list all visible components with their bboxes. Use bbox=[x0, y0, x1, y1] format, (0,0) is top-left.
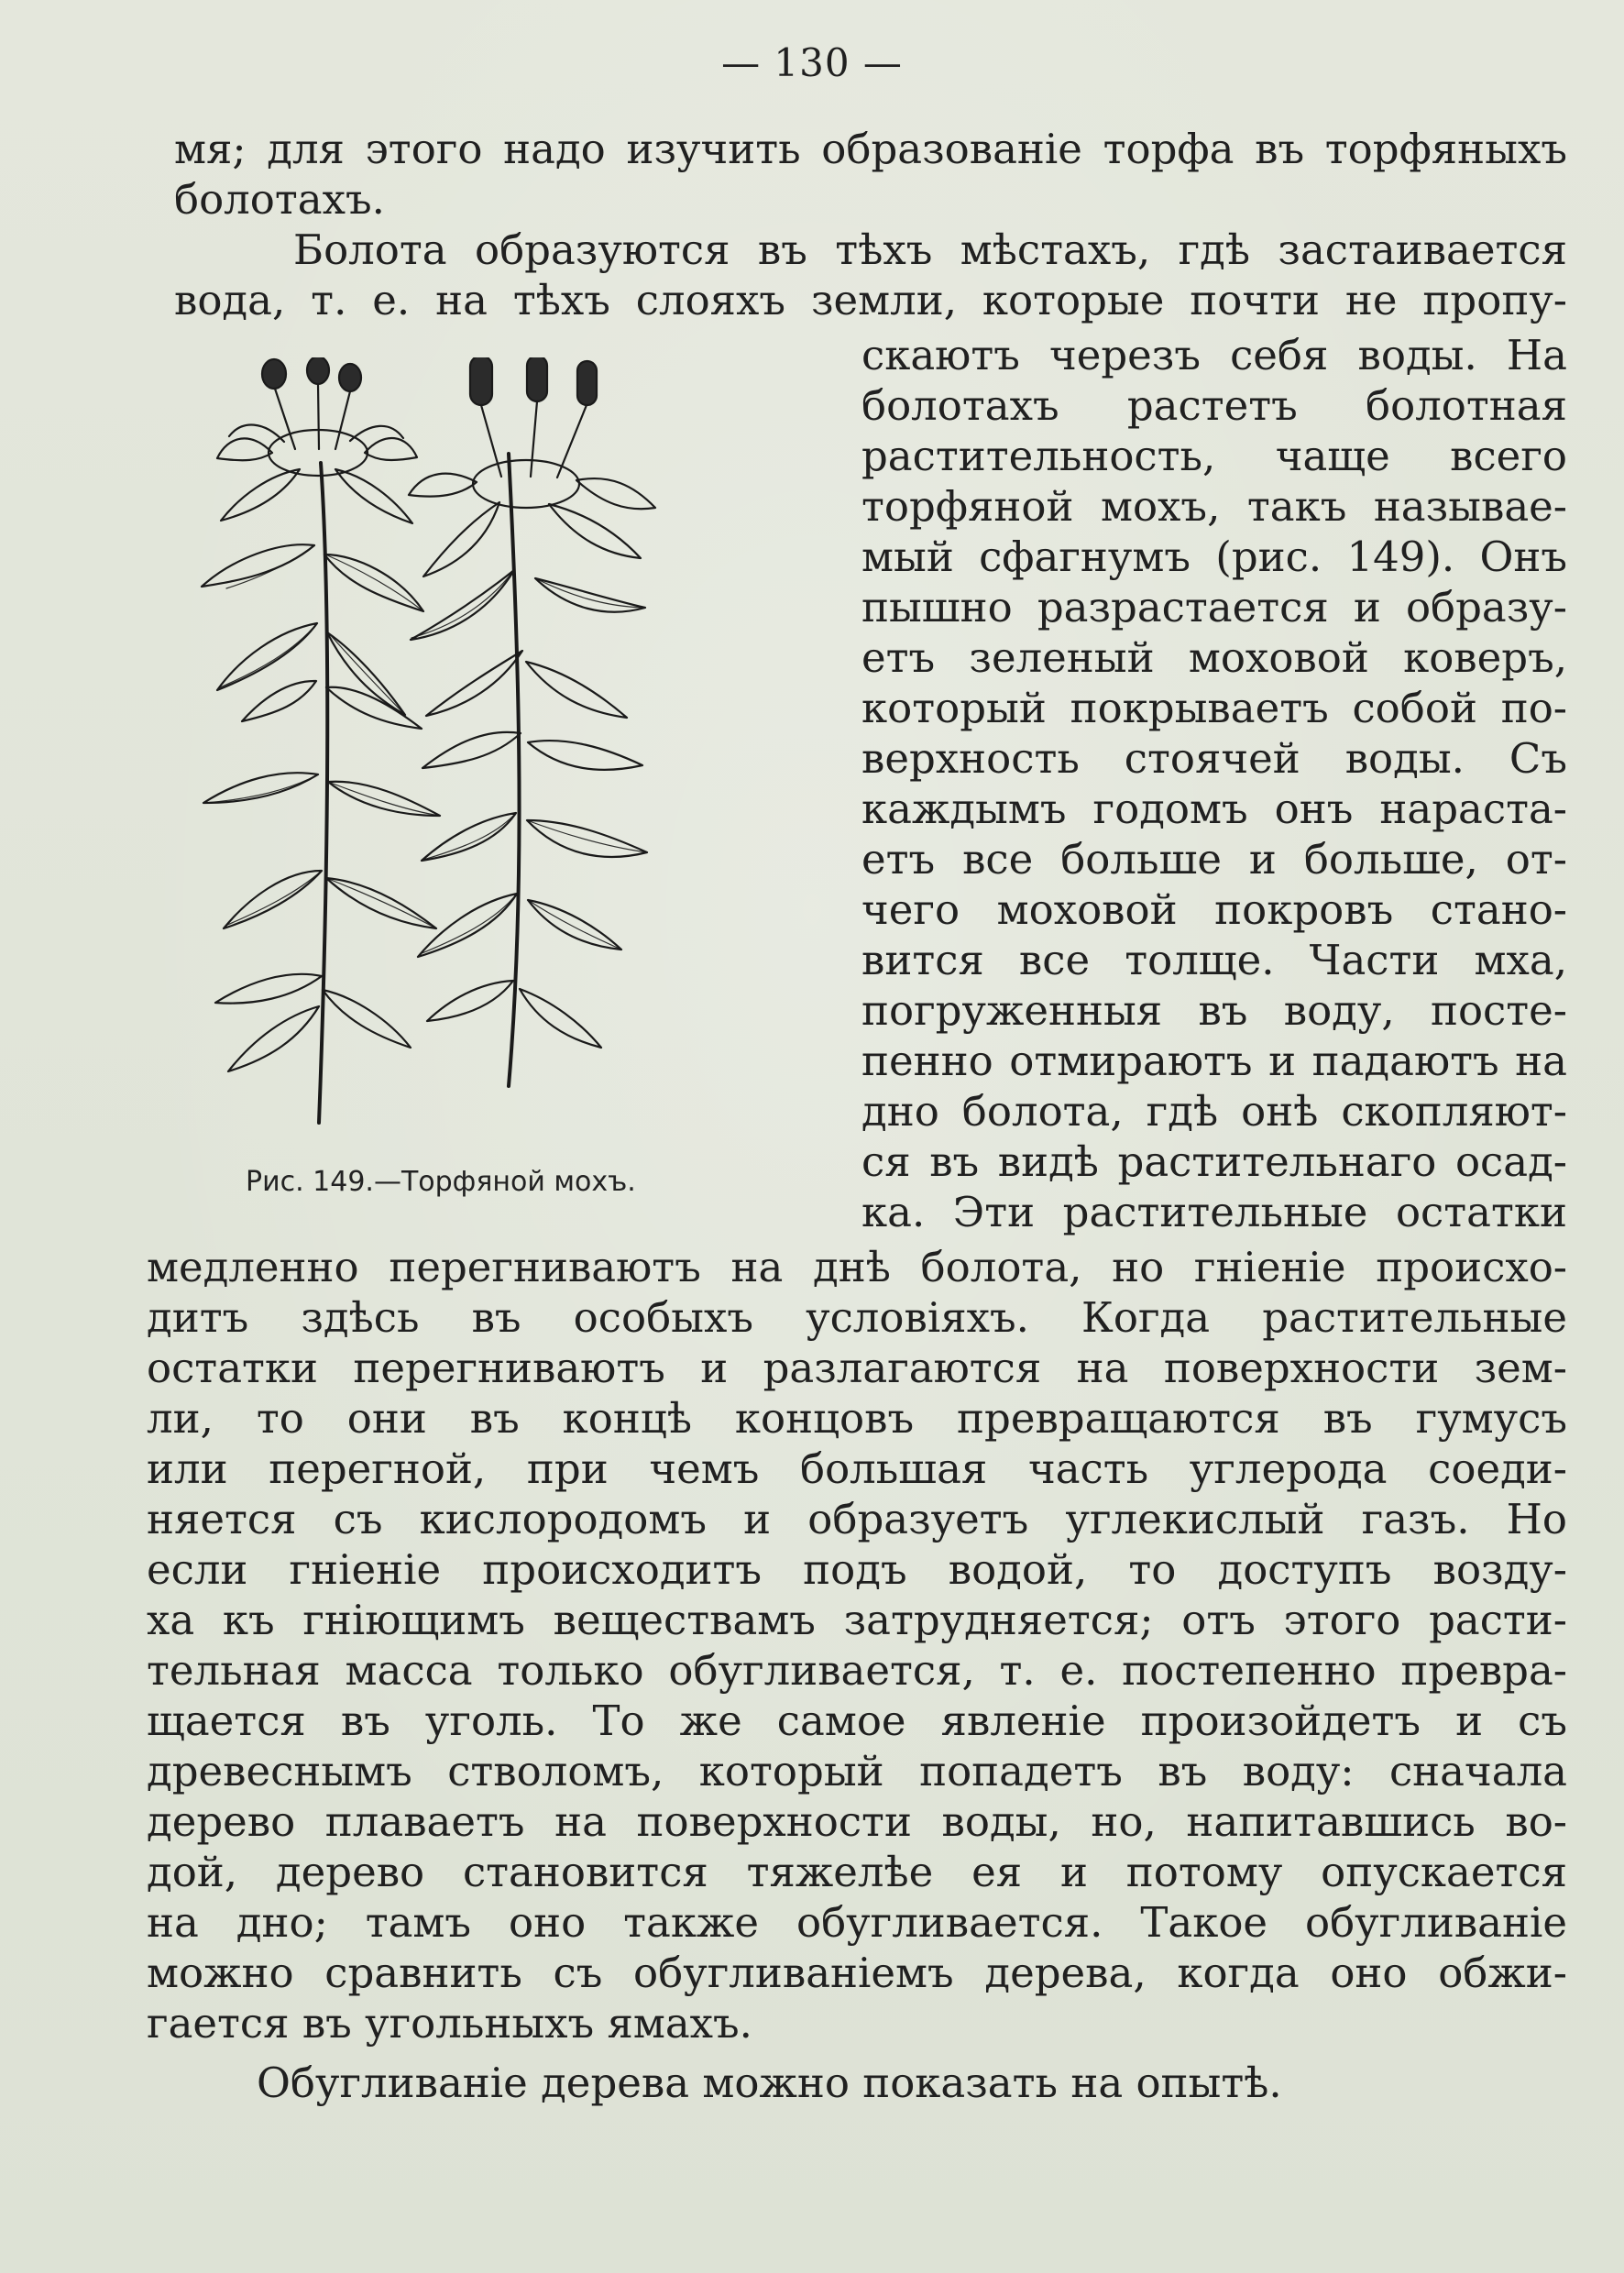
sphagnum-illustration bbox=[192, 357, 807, 1146]
text-line: или перегной, при чемъ большая часть углерода соеди- bbox=[147, 1444, 1567, 1493]
text-line: ся въ видѣ растительнаго осад- bbox=[861, 1137, 1567, 1186]
text-line: болотахъ. bbox=[174, 175, 385, 224]
text-line: медленно перегниваютъ на днѣ болота, но гніеніе происхо- bbox=[147, 1243, 1567, 1291]
text-line: если гніеніе происходитъ подъ водой, то доступъ возду- bbox=[147, 1545, 1567, 1594]
text-line: погруженныя въ воду, посте- bbox=[861, 986, 1567, 1035]
text-line: торфяной мохъ, такъ называе- bbox=[861, 482, 1567, 531]
text-line: пышно разрастается и образу- bbox=[861, 583, 1567, 631]
text-line: вода, т. е. на тѣхъ слояхъ земли, которые почти не пропу- bbox=[174, 276, 1567, 324]
text-line: Обугливаніе дерева можно показать на опытѣ. bbox=[257, 2059, 1282, 2107]
text-line: остатки перегниваютъ и разлагаются на поверхности зем- bbox=[147, 1344, 1567, 1392]
text-line: дерево плаваетъ на поверхности воды, но, напитавшись во- bbox=[147, 1797, 1567, 1846]
text-line: каждымъ годомъ онъ нараста- bbox=[861, 785, 1567, 833]
text-line: ли, то они въ концѣ концовъ превращаются въ гумусъ bbox=[147, 1394, 1567, 1443]
text-line: етъ зеленый моховой коверъ, bbox=[861, 633, 1567, 682]
text-line: тельная масса только обугливается, т. е. постепенно превра- bbox=[147, 1646, 1567, 1695]
text-line: дой, дерево становится тяжелѣе ея и потому опускается bbox=[147, 1848, 1567, 1896]
text-line: мя; для этого надо изучить образованіе торфа въ торфяныхъ bbox=[174, 125, 1567, 173]
text-line: верхность стоячей воды. Съ bbox=[861, 734, 1567, 783]
text-line: чего моховой покровъ стано- bbox=[861, 885, 1567, 934]
paragraph-start-line: Болота образуются въ тѣхъ мѣстахъ, гдѣ застаивается bbox=[293, 225, 1567, 274]
text-line: ха къ гніющимъ веществамъ затрудняется; отъ этого расти- bbox=[147, 1596, 1567, 1644]
text-line: который покрываетъ собой по- bbox=[861, 684, 1567, 732]
text-line: мый сфагнумъ (рис. 149). Онъ bbox=[861, 533, 1567, 581]
figure-caption: Рис. 149.—Торфяной мохъ. bbox=[246, 1166, 636, 1198]
text-line: дитъ здѣсь въ особыхъ условіяхъ. Когда растительные bbox=[147, 1293, 1567, 1342]
text-line: болотахъ растетъ болотная bbox=[861, 381, 1567, 430]
text-line: на дно; тамъ оно также обугливается. Такое обугливаніе bbox=[147, 1898, 1567, 1947]
text-line: древеснымъ стволомъ, который попадетъ въ воду: сначала bbox=[147, 1747, 1567, 1795]
text-line: щается въ уголь. То же самое явленіе произойдетъ и съ bbox=[147, 1697, 1567, 1745]
text-line: можно сравнить съ обугливаніемъ дерева, когда оно обжи- bbox=[147, 1949, 1567, 1997]
text-line: вится все толще. Части мха, bbox=[861, 936, 1567, 984]
text-line: ка. Эти растительные остатки bbox=[861, 1188, 1567, 1236]
text-line: растительность, чаще всего bbox=[861, 432, 1567, 480]
text-line: пенно отмираютъ и падаютъ на bbox=[861, 1037, 1567, 1085]
text-line: гается въ угольныхъ ямахъ. bbox=[147, 1999, 752, 2048]
page-number: — 130 — bbox=[721, 40, 903, 85]
text-line: няется съ кислородомъ и образуетъ углекислый газъ. Но bbox=[147, 1495, 1567, 1543]
text-line: дно болота, гдѣ онѣ скопляют- bbox=[861, 1087, 1567, 1136]
text-line: скаютъ черезъ себя воды. На bbox=[861, 331, 1567, 379]
text-line: етъ все больше и больше, от- bbox=[861, 835, 1567, 884]
